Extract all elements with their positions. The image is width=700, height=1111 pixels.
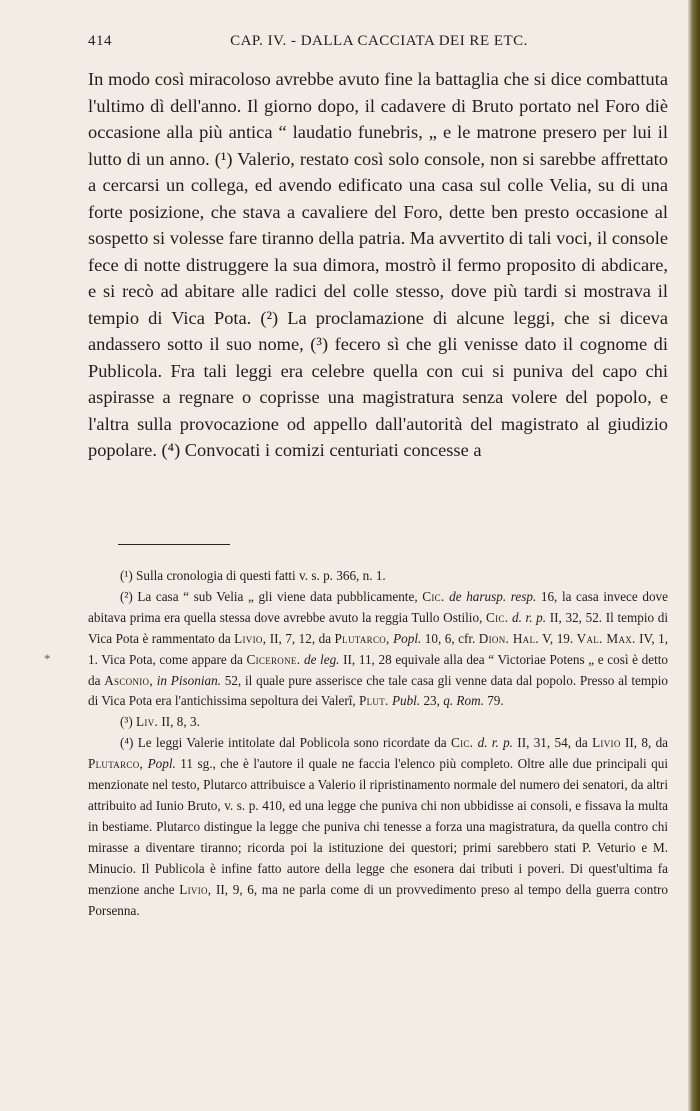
citation-author: Plutarco, — [88, 756, 144, 772]
citation-work: d. r. p. — [512, 609, 547, 625]
footnote-4 — [88, 733, 668, 921]
footnote-text: (⁴) Le leggi Valerie intitolate dal Poblicola sono ricordate da — [120, 735, 451, 751]
citation-author: Val. Max. — [576, 630, 636, 646]
footnote-text: 10, 6, cfr. — [421, 630, 479, 646]
citation-author: Livio, — [234, 630, 267, 646]
footnote-text: (²) La casa “ sub Velia „ gli viene data pubblicamente, — [120, 588, 423, 604]
running-header — [88, 33, 670, 55]
citation-work: de leg. — [303, 651, 340, 667]
citation-work: in Pisonian. — [156, 672, 221, 688]
citation-work: Popl. — [147, 756, 176, 772]
citation-work: Popl. — [393, 630, 422, 646]
citation-author: Plutarco, — [334, 630, 390, 646]
footnote-text: V, 19. — [538, 630, 577, 646]
citation-work: q. Rom. — [443, 693, 484, 709]
footnote-text: II, 11, 28 equivale alla dea “ Victoriae Potens „ e così è detto da — [88, 651, 669, 688]
footnote-1: (¹) Sulla cronologia di questi fatti v. s. p. 366, n. 1. — [120, 568, 386, 583]
citation-author: Cic. — [450, 735, 474, 751]
citation-work: d. r. p. — [477, 735, 513, 751]
footnote-2 — [88, 587, 668, 712]
footnote-text: 52, il quale pure asserisce che tale casa gli venne data dal popolo. Presso al tempio di Vica Pota era l'antichissima sepoltura dei Valerî, — [88, 672, 669, 709]
footnote-text: II, 9, 6, ma ne parla come di un provvedimento preso al tempo della guerra contro Porsenna. — [88, 881, 668, 918]
footnote-text: IV, 1, 1. Vica Pota, come appare da — [88, 630, 668, 667]
citation-author: Liv. — [136, 714, 159, 730]
page-edge — [688, 0, 700, 1111]
footnote-text: II, 31, 54, da — [512, 735, 593, 751]
footnote-text: II, 8, da — [620, 735, 669, 751]
citation-work: Publ. — [391, 693, 421, 709]
footnote-text: 16, la casa invece dove abitava prima era quella stessa dove avrebbe avuto la reggia Tullo Ostilio, — [88, 588, 669, 625]
footnote-3 — [88, 712, 668, 733]
running-title: CAP. IV. - DALLA CACCIATA DEI RE ETC. — [230, 33, 528, 49]
footnote-text: (³) — [120, 714, 137, 730]
footnote-text: II, 32, 52. Il tempio di Vica Pota è rammentato da — [88, 609, 669, 646]
citation-author: Dion. Hal. — [478, 630, 539, 646]
citation-author: Cicerone. — [246, 651, 301, 667]
citation-author: Cic. — [486, 609, 509, 625]
footnote-text: 23, — [420, 693, 444, 709]
footnote-divider — [118, 544, 230, 545]
citation-author: Livio, — [179, 881, 212, 897]
footnotes — [88, 566, 668, 921]
citation-author: Livio — [592, 735, 621, 751]
page-number: 414 — [88, 33, 112, 49]
footnote-text: II, 8, 3. — [158, 714, 200, 730]
footnote-text: II, 7, 12, da — [266, 630, 335, 646]
citation-author: Cic. — [422, 588, 445, 604]
citation-author: Asconio, — [104, 672, 153, 688]
footnote-text: 11 sg., che è l'autore il quale ne faccia l'elenco più completo. Oltre alle due principali qui menzionate nel testo, Plutarco attribuisce a Valerio il ripristinamento normale del numero dei senatori, da altri attribuito ad Iunio Bruto, v. s. p. 410, ed una legge che puniva chi non ubbidisse ai consoli, e fissava la multa in bestiame. Plutarco distingue la legge che puniva chi tenesse a forza una magistratura, da quella contro chi mirasse a diventare tiranno; ricorda poi la istituzione dei questori; primi sarebbero stati P. Veturio e M. Minucio. Il Publicola è infine fatto autore della legge che esonera dai tributi i poveri. Di quest'ultima fa menzione anche — [88, 756, 669, 897]
citation-work: de harusp. resp. — [449, 588, 537, 604]
margin-mark: * — [44, 651, 51, 666]
main-text — [88, 66, 668, 464]
footnote-text: 79. — [483, 693, 504, 709]
citation-author: Plut. — [359, 693, 389, 709]
body-paragraph: In modo così miracoloso avrebbe avuto fine la battaglia che si dice combattuta l'ultimo dì dell'anno. Il giorno dopo, il cadavere di Bruto portato nel Foro diè occasione alla più antica “ laudatio funebris, „ e le matrone presero per lui il lutto di un anno. (¹) Valerio, restato così solo console, non si sarebbe affrettato a cercarsi un collega, ed avendo edificato una casa sul colle Velia, su di una forte posizione, che stava a cavaliere del Foro, dette ben presto occasione al sospetto si volesse fare tiranno della patria. Ma avvertito di tali voci, il console fece di notte distruggere la sua dimora, mostrò il fermo proposito di abdicare, e si recò ad abitare alle radici del colle stesso, dove più tardi si mostrava il tempio di Vica Pota. (²) La proclamazione di alcune leggi, che si diceva andassero sotto il suo nome, (³) fecero sì che gli venisse dato il cognome di Publicola. Fra tali leggi era celebre quella con cui si puniva del capo chi aspirasse a regnare o coprisse una magistratura senza volere del popolo, e l'altra sulla provocazione od appello dall'autorità del magistrato al giudizio popolare. (⁴) Convocati i comizi centuriati concesse a — [88, 69, 668, 460]
